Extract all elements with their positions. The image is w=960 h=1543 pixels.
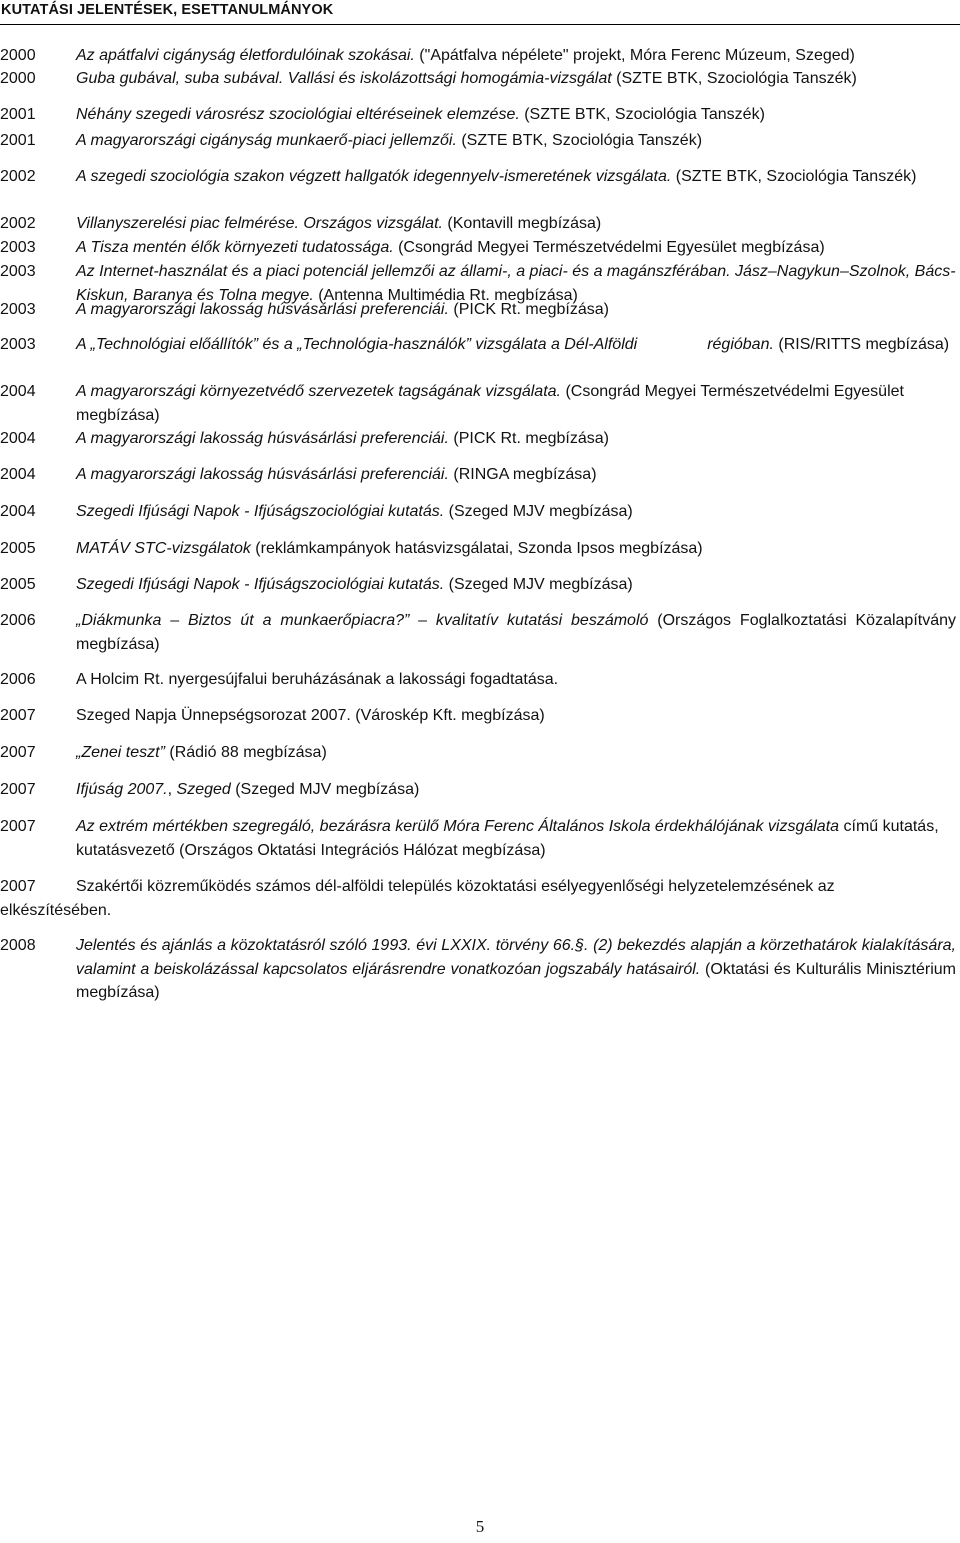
entry-note-text: (SZTE BTK, Szociológia Tanszék): [519, 106, 765, 123]
entry-year: 2004: [0, 503, 36, 520]
entry-row: [0, 573, 960, 597]
entry-title-text: Guba gubával, suba subával. Vallási és iskolázottsági homogámia-vizsgálat: [76, 70, 612, 87]
entry-text: [76, 427, 956, 451]
entry-note-text: (Szeged MJV megbízása): [444, 503, 633, 520]
entry-title-text: Villanyszerelési piac felmérése. Országos vizsgálat.: [76, 215, 443, 232]
entry-text: [76, 741, 956, 765]
entry-note-text: (Oktatási és Kulturális Minisztérium megbízása): [76, 960, 956, 1001]
entry-text: [76, 609, 956, 656]
entry-text: [76, 668, 956, 692]
entry-title-text: Néhány szegedi városrész szociológiai eltéréseinek elemzése.: [76, 106, 520, 123]
entry-title-text: A Tisza mentén élők környezeti tudatossága.: [76, 239, 394, 256]
entry-title-text: „Diákmunka – Biztos út a munkaerőpiacra?” – kvalitatív kutatási beszámoló: [76, 612, 649, 629]
entry-year: 2004: [0, 383, 36, 400]
entry-row: [0, 875, 960, 922]
entry-year: 2007: [0, 878, 36, 895]
entry-row: [0, 668, 960, 692]
entry-title-text: Az apátfalvi cigányság életfordulóinak szokásai.: [76, 47, 415, 64]
entry-title-text: Jelentés és ajánlás a közoktatásról szóló 1993. évi LXXIX. törvény 66.§. (2) bekezdés alapján a körzethatárok kialakítására, valamint a beiskolázással kapcsolatos eljárásrendre vonatkozóan jogszabály hatásairól.: [76, 937, 956, 978]
entry-row: [0, 609, 960, 656]
heading-rule: [0, 24, 960, 25]
entry-text: [76, 778, 956, 802]
entry-year: 2003: [0, 239, 36, 256]
entry-note-text: (reklámkampányok hatásvizsgálatai, Szonda Ipsos megbízása): [250, 540, 703, 557]
entry-year: 2007: [0, 707, 36, 724]
entry-text: [76, 298, 956, 322]
entry-year: 2002: [0, 168, 36, 185]
entry-text: [76, 103, 956, 127]
entry-row: [0, 129, 960, 153]
entry-text: [76, 165, 956, 189]
entry-note-text: (Szeged MJV megbízása): [230, 781, 420, 798]
entry-row: [0, 934, 960, 1005]
entry-year: 2003: [0, 263, 36, 280]
entry-year: 2007: [0, 818, 36, 835]
entry-text: [76, 934, 956, 1005]
entry-note-text: ,: [167, 781, 177, 798]
entry-year: 2001: [0, 106, 36, 123]
entry-title-text: Ifjúság 2007.: [76, 781, 168, 798]
page-number: 5: [475, 1517, 485, 1536]
entry-title-text: A magyarországi környezetvédő szervezetek tagságának vizsgálata.: [76, 383, 561, 400]
entry-note-text: (SZTE BTK, Szociológia Tanszék): [671, 168, 917, 185]
entry-row: [0, 67, 960, 91]
entry-text: [76, 67, 956, 91]
entry-note-text: (SZTE BTK, Szociológia Tanszék): [456, 132, 703, 149]
entry-row: [0, 741, 960, 765]
entry-year: 2001: [0, 132, 36, 149]
entry-year: 2000: [0, 70, 36, 87]
entry-text: [76, 44, 956, 68]
entry-title-text: Az extrém mértékben szegregáló, bezárásra kerülő Móra Ferenc Általános Iskola érdekhálójának vizsgálata: [76, 818, 840, 835]
entry-row: [0, 815, 960, 862]
entry-row: [0, 44, 960, 68]
entry-note-text: A Holcim Rt. nyergesújfalui beruházásának a lakossági fogadtatása.: [76, 671, 559, 688]
entry-text: [76, 815, 956, 862]
entry-row: [0, 298, 960, 322]
entry-year: 2007: [0, 744, 36, 761]
entry-text: [76, 463, 956, 487]
entry-year: 2005: [0, 576, 36, 593]
entry-title-text: MATÁV STC-vizsgálatok: [76, 540, 251, 557]
entry-year: 2005: [0, 540, 36, 557]
entry-note-text: (Csongrád Megyei Természetvédelmi Egyesület megbízása): [76, 383, 904, 424]
entry-row: [0, 500, 960, 524]
entry-row: [0, 463, 960, 487]
entry-year: 2008: [0, 937, 36, 954]
entry-title-text: A magyarországi lakosság húsvásárlási preferenciái.: [76, 301, 449, 318]
entry-row: [0, 333, 960, 357]
entry-note-text: Szakértői közreműködés számos dél-alföldi település közoktatási esélyegyenlőségi helyzetelemzésének az elkészítésében.: [0, 878, 835, 919]
entry-year: 2003: [0, 301, 36, 318]
entry-year: 2002: [0, 215, 36, 232]
entry-year: 2006: [0, 612, 36, 629]
entry-note-text: (PICK Rt. megbízása): [448, 430, 609, 447]
entry-year: 2004: [0, 466, 36, 483]
entry-row: [0, 103, 960, 127]
entry-text: [76, 537, 956, 561]
entry-row: [0, 427, 960, 451]
entry-row: [0, 537, 960, 561]
entry-row: [0, 212, 960, 236]
entry-note-text: (Kontavill megbízása): [442, 215, 602, 232]
entry-year: 2006: [0, 671, 36, 688]
entry-text: [0, 875, 880, 922]
entry-note-text: (Antenna Multimédia Rt. megbízása): [313, 286, 578, 304]
entry-text: [76, 500, 956, 524]
entry-note-text: (RINGA megbízása): [448, 466, 597, 483]
entry-text: [76, 212, 956, 236]
entry-note-text: Szeged Napja Ünnepségsorozat 2007. (Városkép Kft. megbízása): [76, 707, 545, 724]
entry-row: [0, 704, 960, 728]
entry-note-text: (Csongrád Megyei Természetvédelmi Egyesület megbízása): [393, 239, 825, 256]
entry-note-text: című kutatás, kutatásvezető (Országos Oktatási Integrációs Hálózat megbízása): [76, 818, 939, 859]
entry-note-text: (Országos Foglalkoztatási Közalapítvány megbízása): [76, 612, 957, 653]
entry-note-text: (Rádió 88 megbízása): [164, 744, 327, 761]
entry-text: [76, 573, 956, 597]
entry-note-text: (RIS/RITTS megbízása): [773, 336, 950, 353]
entry-title-text: Szegedi Ifjúsági Napok - Ifjúságszociológiai kutatás.: [76, 576, 445, 593]
entry-text: [76, 236, 956, 260]
entry-text: [76, 129, 956, 153]
entry-title-text: A „Technológiai előállítók” és a „Technológia-használók” vizsgálata a Dél-Alföldi: [76, 336, 638, 353]
entry-note-text: (PICK Rt. megbízása): [448, 301, 609, 318]
entry-title-text: „Zenei teszt”: [76, 744, 165, 761]
entry-row: [0, 165, 960, 189]
entry-year: 2004: [0, 430, 36, 447]
entry-title-text: A magyarországi cigányság munkaerő-piaci jellemzői.: [76, 132, 457, 149]
entry-note-text: (SZTE BTK, Szociológia Tanszék): [611, 70, 857, 87]
entry-title-text: A szegedi szociológia szakon végzett hallgatók idegennyelv-ismeretének vizsgálata.: [76, 168, 672, 185]
entry-text: [76, 704, 956, 728]
entry-year: 2000: [0, 47, 36, 64]
entry-title-text: Szeged: [176, 781, 231, 798]
entry-title-text: Szegedi Ifjúsági Napok - Ifjúságszociológiai kutatás.: [76, 503, 445, 520]
entry-note-text: ("Apátfalva népélete" projekt, Móra Ferenc Múzeum, Szeged): [414, 47, 855, 64]
entry-text: [76, 333, 956, 357]
entry-title-text: A magyarországi lakosság húsvásárlási preferenciái.: [76, 430, 449, 447]
entry-title-text: régióban.: [707, 336, 774, 353]
entry-title-text: Az Internet-használat és a piaci potenciál jellemzői az állami-, a piaci- és a magánszférában. Jász–Nagykun–Szolnok, Bács-Kiskun, Baranya és Tolna megye.: [76, 263, 956, 304]
entry-row: [0, 236, 960, 260]
entry-year: 2003: [0, 336, 36, 353]
entry-title-text: A magyarországi lakosság húsvásárlási preferenciái.: [76, 466, 449, 483]
entry-text: [76, 380, 956, 427]
entry-row: [0, 380, 960, 427]
entry-year: 2007: [0, 781, 36, 798]
section-heading: KUTATÁSI JELENTÉSEK, ESETTANULMÁNYOK: [1, 2, 334, 18]
entry-note-text: (Szeged MJV megbízása): [444, 576, 633, 593]
entry-row: [0, 778, 960, 802]
